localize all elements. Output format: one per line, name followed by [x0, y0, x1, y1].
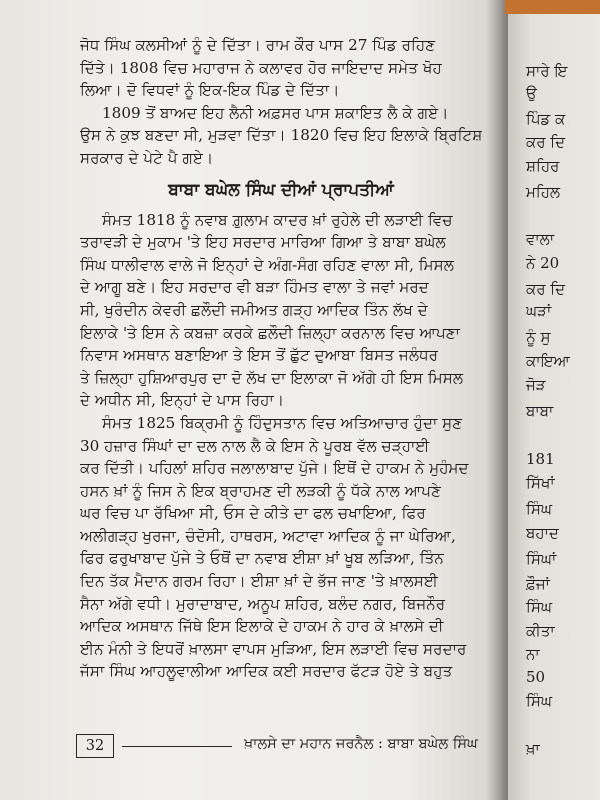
right-page-fragment: ਕਾਇਆ — [526, 352, 570, 370]
text-line: ਦੇ ਆਗੂ ਬਣੇ। ਇਹ ਸਰਦਾਰ ਵੀ ਬੜਾ ਹਿੰਮਤ ਵਾਲਾ ਤੇ ਜਵਾਂ ਮਰਦ — [80, 278, 429, 297]
text-line: ਨਿਵਾਸ ਅਸਥਾਨ ਬਣਾਇਆ ਤੇ ਇਸ ਤੋਂ ਛੁੱਟ ਦੁਆਬਾ ਬਿਸਤ ਜਲੰਧਰ — [80, 346, 439, 365]
right-page-fragment: ਕਰ ਦਿ — [526, 280, 566, 298]
right-page-fragment: ਘੜਾਂ — [526, 302, 552, 320]
text-line: ਜੱਸਾ ਸਿੰਘ ਆਹਲੂਵਾਲੀਆ ਆਦਿਕ ਕਈ ਸਰਦਾਰ ਫੱਟੜ ਹੋਏ ਤੇ ਬਹੁਤ — [80, 662, 453, 681]
text-line: ਹਸਨ ਖ਼ਾਂ ਨੂੰ ਜਿਸ ਨੇ ਇਕ ਬ੍ਰਾਹਮਣ ਦੀ ਲੜਕੀ ਨੂੰ ਧੱਕੇ ਨਾਲ ਆਪਣੇ — [80, 481, 441, 500]
text-line: ਫਿਰ ਫਰੁਖਾਬਾਦ ਪੁੱਜੇ ਤੇ ਓਥੋਂ ਦਾ ਨਵਾਬ ਈਸ਼ਾ ਖ਼ਾਂ ਖੂਬ ਲੜਿਆ, ਤਿੰਨ — [80, 549, 444, 568]
right-page-fragment: ਬਹਾਦ — [526, 524, 559, 542]
text-line: ਉਸ ਨੇ ਕੁਝ ਬਣਦਾ ਸੀ, ਮੁੜਵਾ ਦਿੱਤਾ। 1820 ਵਿਚ ਇਹ ਇਲਾਕੇ ਬ੍ਰਿਟਿਸ਼ — [80, 126, 482, 145]
right-page-fragment: ਸਿੱਖਾਂ — [526, 474, 555, 492]
text-line: ਲਿਆ। ਦੋ ਵਿਧਵਾਂ ਨੂੰ ਇਕ-ਇਕ ਪਿੰਡ ਦੇ ਦਿੱਤਾ। — [80, 81, 340, 100]
right-page-fragment: ਸਾਰੇ ਇ — [526, 62, 568, 80]
right-page-fragment: ਜੋੜ — [526, 376, 546, 394]
text-line: 1809 ਤੋਂ ਬਾਅਦ ਇਹ ਲੈਨੀ ਅਫ਼ਸਰ ਪਾਸ ਸ਼ਕਾਇਤ ਲੈ ਕੇ ਗਏ। — [102, 103, 449, 122]
page-number: 32 — [76, 734, 114, 758]
right-page-fragment: ਸਿੰਘ — [526, 692, 552, 710]
right-page-fragment: ਮਹਿਲ — [526, 183, 561, 201]
text-line: ਸਰਕਾਰ ਦੇ ਪੇਟੇ ਪੈ ਗਏ। — [80, 148, 214, 167]
book-spine-shadow — [486, 0, 510, 800]
right-page-fragment: ਸਿੰਘਾਂ — [526, 550, 557, 568]
text-line: ਸੈਨਾ ਅੱਗੇ ਵਧੀ। ਮੁਰਾਦਾਬਾਦ, ਅਨੂਪ ਸ਼ਹਿਰ, ਬਲੰਦ ਨਗਰ, ਬਿਜਨੌਰ — [80, 594, 446, 613]
right-page-fragment: ਨੇ 20 — [526, 254, 560, 272]
right-page-fragment: ਕੀਤਾ — [526, 622, 555, 640]
right-page-fragment: ਬਾਬਾ — [526, 402, 554, 420]
right-page-fragment: ਨਾ — [526, 645, 540, 663]
right-page-fragment: 181 — [526, 450, 555, 468]
text-line: ਘਰ ਵਿਚ ਪਾ ਰੱਖਿਆ ਸੀ, ਓਸ ਦੇ ਕੀਤੇ ਦਾ ਫਲ ਚਖਾਇਆ, ਫਿਰ — [80, 504, 426, 523]
text-line: ਦੇ ਅਧੀਨ ਸੀ, ਇਨ੍ਹਾਂ ਦੇ ਪਾਸ ਰਿਹਾ। — [80, 391, 285, 410]
running-title: ਖ਼ਾਲਸੇ ਦਾ ਮਹਾਨ ਜਰਨੈਲ : ਬਾਬਾ ਬਘੇਲ ਸਿੰਘ — [244, 736, 478, 752]
book-cover-edge — [505, 0, 600, 14]
right-page-fragment: ਵਾਲਾ — [526, 230, 555, 248]
text-line: ਈਨ ਮੰਨੀ ਤੇ ਇਧਰੋਂ ਖ਼ਾਲਸਾ ਵਾਪਸ ਮੁੜਿਆ, ਇਸ ਲੜਾਈ ਵਿਚ ਸਰਦਾਰ — [80, 639, 467, 658]
text-line: ਸਿੰਘ ਧਾਲੀਵਾਲ ਵਾਲੇ ਜੋ ਇਨ੍ਹਾਂ ਦੇ ਅੰਗ-ਸੰਗ ਰਹਿਣ ਵਾਲਾ ਸੀ, ਮਿਸਲ — [80, 255, 455, 274]
right-page-fragment: ਸਿੰਘ — [526, 598, 552, 616]
right-page-fragment: ਖ਼ਾ — [526, 740, 540, 758]
text-line: ਤੇ ਜ਼ਿਲ੍ਹਾ ਹੁਸ਼ਿਆਰਪੁਰ ਦਾ ਦੋ ਲੱਖ ਦਾ ਇਲਾਕਾ ਜੋ ਅੱਗੇ ਹੀ ਇਸ ਮਿਸਲ — [80, 368, 464, 387]
right-page-fragment: ਨੂੰ ਸੁ — [526, 328, 551, 346]
text-line: ਆਦਿਕ ਅਸਥਾਨ ਜਿੱਥੇ ਇਸ ਇਲਾਕੇ ਦੇ ਹਾਕਮ ਨੇ ਹਾਰ ਕੇ ਖ਼ਾਲਸੇ ਦੀ — [80, 617, 444, 636]
page-footer — [76, 734, 492, 758]
right-page-fragment: ਪਿੰਡ ਕ — [526, 110, 566, 128]
section-heading: ਬਾਬਾ ਬਘੇਲ ਸਿੰਘ ਦੀਆਂ ਪ੍ਰਾਪਤੀਆਂ — [168, 179, 394, 200]
text-line: ਸੰਮਤ 1818 ਨੂੰ ਨਵਾਬ ਗ਼ੁਲਾਮ ਕਾਦਰ ਖ਼ਾਂ ਰੁਹੇਲੇ ਦੀ ਲੜਾਈ ਵਿਚ — [102, 210, 453, 229]
page-body-text — [80, 34, 482, 683]
right-page-fragment: ਸ਼ਹਿਰ — [526, 157, 560, 175]
right-page-fragment: ਉ — [526, 84, 537, 102]
right-page-fragment: ਕਰ ਦਿ — [526, 133, 566, 151]
right-page — [508, 0, 600, 800]
text-line: ਅਲੀਗੜ੍ਹ ਖੁਰਜਾ, ਚੰਦੋਸੀ, ਹਾਥਰਸ, ਅਟਾਵਾ ਆਦਿਕ ਨੂੰ ਜਾ ਘੇਰਿਆ, — [80, 526, 456, 545]
right-page-fragment: 50 — [526, 668, 546, 686]
text-line: ਸੀ, ਖੁਰੰਦੀਨ ਕੇਵਰੀ ਛਲੌਦੀ ਜਮੀਅਤ ਗੜ੍ਹ ਆਦਿਕ ਤਿੰਨ ਲੱਖ ਦੇ — [80, 300, 428, 319]
footer-rule — [122, 746, 232, 747]
text-line: ਸੰਮਤ 1825 ਬਿਕ੍ਰਮੀ ਨੂੰ ਹਿੰਦੁਸਤਾਨ ਵਿਚ ਅਤਿਆਚਾਰ ਹੁੰਦਾ ਸੁਣ — [102, 413, 463, 432]
text-line: ਜੋਧ ਸਿੰਘ ਕਲਸੀਆਂ ਨੂੰ ਦੇ ਦਿੱਤਾ। ਰਾਮ ਕੌਰ ਪਾਸ 27 ਪਿੰਡ ਰਹਿਣ — [80, 36, 436, 54]
text-line: 30 ਹਜ਼ਾਰ ਸਿੰਘਾਂ ਦਾ ਦਲ ਨਾਲ ਲੈ ਕੇ ਇਸ ਨੇ ਪੂਰਬ ਵੱਲ ਚੜ੍ਹਾਈ — [80, 436, 430, 455]
text-line: ਦਿੱਤੇ। 1808 ਵਿਚ ਮਹਾਰਾਜ ਨੇ ਕਲਾਵਰ ਹੋਰ ਜਾਇਦਾਦ ਸਮੇਤ ਖੋਹ — [80, 58, 442, 77]
right-page-fragment: ਫ਼ੌਜਾਂ — [526, 575, 550, 593]
text-line: ਤਰਾਵੜੀ ਦੇ ਮੁਕਾਮ 'ਤੇ ਇਹ ਸਰਦਾਰ ਮਾਰਿਆ ਗਿਆ ਤੇ ਬਾਬਾ ਬਘੇਲ — [80, 233, 446, 252]
right-page-fragment: ਸਿੰਘ — [526, 500, 552, 518]
text-line: ਕਰ ਦਿੱਤੀ। ਪਹਿਲਾਂ ਸ਼ਹਿਰ ਜਲਾਲਾਬਾਦ ਪੁੱਜੇ। ਇਥੋਂ ਦੇ ਹਾਕਮ ਨੇ ਮੁਹੰਮਦ — [80, 459, 469, 478]
text-line: ਇਲਾਕੇ 'ਤੇ ਇਸ ਨੇ ਕਬਜ਼ਾ ਕਰਕੇ ਛਲੌਦੀ ਜ਼ਿਲ੍ਹਾ ਕਰਨਾਲ ਵਿਚ ਆਪਣਾ — [80, 323, 461, 342]
text-line: ਦਿਨ ਤੱਕ ਮੈਦਾਨ ਗਰਮ ਰਿਹਾ। ਈਸ਼ਾ ਖ਼ਾਂ ਦੇ ਭੱਜ ਜਾਣ 'ਤੇ ਖ਼ਾਲਸਈ — [80, 572, 439, 591]
